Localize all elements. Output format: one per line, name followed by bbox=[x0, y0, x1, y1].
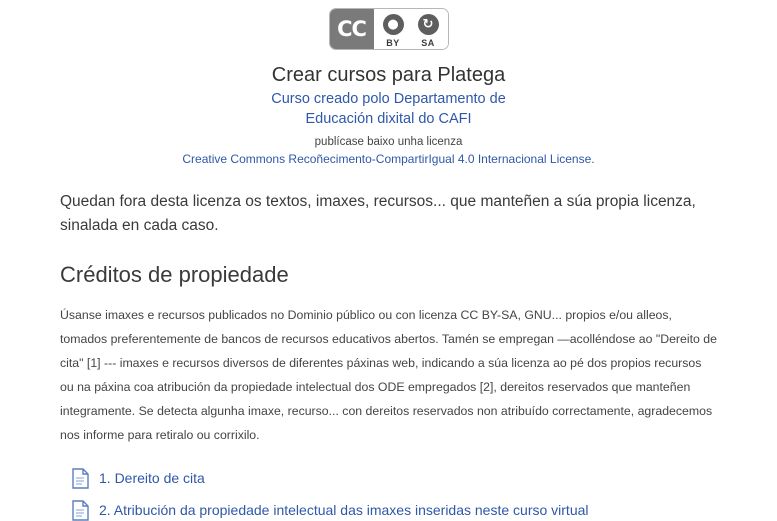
cc-glyph-row bbox=[376, 12, 446, 36]
creative-commons-badge bbox=[329, 8, 449, 50]
lead-paragraph: Quedan fora desta licenza os textos, imaxes, recursos... que manteñen a súa propia licenza, sinalada en cada caso. bbox=[60, 193, 696, 235]
course-subtitle-line-1: Curso creado polo Departamento de bbox=[271, 91, 506, 107]
cc-logo-cell bbox=[330, 9, 374, 49]
list-item[interactable] bbox=[72, 468, 717, 489]
section-title-credits: Créditos de propiedade bbox=[60, 262, 289, 288]
list-item[interactable] bbox=[72, 500, 717, 521]
license-link[interactable]: Creative Commons Recoñecimento-CompartirIgual 4.0 Internacional License. bbox=[182, 152, 595, 167]
header bbox=[0, 0, 777, 168]
share-alike-icon: ↻ bbox=[418, 14, 439, 35]
person-icon: ● bbox=[383, 14, 404, 35]
cc-sa-label: SA bbox=[421, 38, 435, 48]
license-note: publícase baixo unha licenza bbox=[314, 136, 463, 149]
cc-by-sa-labels bbox=[376, 38, 446, 48]
attachment-link-list bbox=[60, 468, 717, 521]
link-dereito-de-cita[interactable]: 1. Dereito de cita bbox=[99, 470, 205, 487]
cc-logo-text: CC bbox=[337, 17, 366, 41]
document-icon bbox=[72, 500, 89, 521]
credits-paragraph: Úsanse imaxes e recursos publicados no Dominio público ou con licenza CC BY-SA, GNU... propios e/ou alleos, tomados preferentemente de bancos de recursos educativos abertos. Tamén se empregan —acolléndose ao "Dereito de cita" [1] --- imaxes e recursos diversos de diferentes páxinas web, indicando a súa licenza ao pé dos propios recursos ou na páxina coa atribución da propiedade intelectual dos ODE empregados [2], dereitos reservados que manteñen integramente. Se detecta algunha imaxe, recurso... con dereitos reservados non atribuído correctamente, agradecemos nos informe para retiralo ou corrixilo. bbox=[60, 308, 717, 442]
cc-by-label: BY bbox=[386, 38, 400, 48]
document-icon bbox=[72, 468, 89, 489]
page-title: Crear cursos para Platega bbox=[271, 64, 506, 86]
link-atribucion-propiedade-intelectual[interactable]: 2. Atribución da propiedade intelectual das imaxes inseridas neste curso virtual bbox=[99, 502, 589, 519]
course-subtitle-line-2: Educación dixital do CAFI bbox=[305, 110, 472, 127]
main-content bbox=[0, 190, 777, 521]
